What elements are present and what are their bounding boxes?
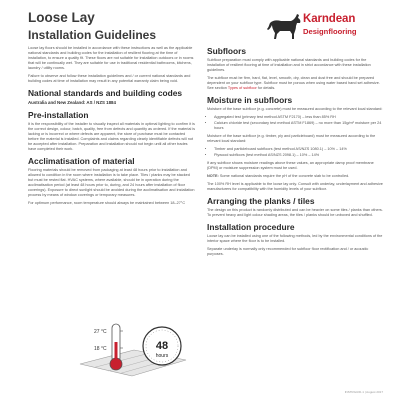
list-item: • Aggregated test (primary test method ASTM F2170) – less than 85% RH [214,115,383,120]
page-subtitle: Installation Guidelines [28,28,157,42]
temp-high-label: 27 °C [94,329,107,335]
preinstall-heading: Pre-installation [28,109,89,120]
procedure-paragraph-1: Loose lay can be installed using one of the following methods, led by the environmental conditions of the interior space where the floor is to be installed. [207,234,383,243]
moisture-list-concrete [207,115,383,131]
moisture-paragraph-4: The 100% RH level is applicable to the loose lay only. Consult with underlay, underlayment and adhesive manufacturers for compatibility with the humidity levels of your subfloor. [207,182,383,191]
subfloors-text-a: The subfloor must be firm, hard, flat, level, smooth, dry, clean and dust free and should be prepared dependent on your subfloor type. Subfloor must be porous when using water based hand set adhesive. See section [207,76,380,90]
subfloors-paragraph-1: Subfloor preparation must comply with applicable national standards and building codes for the installation of resilient flooring at time of installation and in strict accordance with these installation guidelines. [207,58,371,72]
brand-logo [266,11,384,43]
page-title: Loose Lay [28,10,95,25]
acclimatisation-text: Flooring materials should be removed from packaging at least 48 hours prior to installation and allowed to condition in the room where installation is to take place. Tiles / planks may be stacked but must be rested flat. HVAC systems, where available, should be in operation during the acclimatisation period (at least 48 hours prior to, during, and 24 hours after installation of floor coverings). Exposure to direct sunlight should be avoided during the acclimatisation and installation process by means of window coverings or temporary measures. [28,167,195,197]
arranging-heading: Arranging the planks / tiles [207,196,315,206]
subfloors-paragraph-2 [207,76,383,91]
thermometer-icon [110,324,123,370]
brand-sub: Designflooring [303,27,357,36]
note-label: NOTE: [207,174,219,178]
moisture-paragraph-1: Moisture of the base subfloor (e.g. concrete) must be measured according to the relevant local standard: [207,107,383,111]
subfloors-text-b: for details. [256,86,276,90]
footer-code: INSTRGUID-1 | August 2017 [344,390,383,394]
moisture-heading: Moisture in subfloors [207,95,293,105]
intro-paragraph-1: Loose lay floors should be installed in accordance with these instructions as well as the applicable national standards and building codes for the installation of resilient flooring at the time of installation, to ensure a quality fit. These floors are not suitable for installation outdoors or in rooms that will be continually wet. They are suitable for use in traditional residential bathrooms, kitchens, laundry / utility rooms. [28,46,194,70]
list-item: • Calcium chloride test (secondary test method ASTM F1869) – no more than 15g/m² moisture per 24 hours [214,121,383,131]
list-item: • Plywood subfloors (test method AS/NZS 2098.1) – 10% – 14% [214,153,383,158]
arranging-text: The design on this product is randomly distributed and can be heavier on some tiles / planks than others. To prevent heavy and light colour shading areas, the tiles / planks should be unboxed and shuffled. [207,208,383,217]
dog-logo-icon [266,11,302,41]
moisture-list-timber [207,147,383,158]
standards-text: Australia and New Zealand: AS / NZS 1884 [28,100,116,105]
intro-paragraph-2: Failure to observe and follow these installation guidelines and / or current national standards and building codes at time of installation may result in any potential warranty claim being void. [28,74,191,83]
right-column [207,46,383,260]
moisture-paragraph-2: Moisture of the base subfloor (e.g. timber, ply and particleboard) must be measured according to the relevant local standard: [207,134,376,143]
temperature-note: For optimum performance, room temperature should always be maintained between 18–27°C [28,200,186,205]
hours-value: 48 [155,340,169,352]
brand-name: Karndean [303,13,356,25]
preinstall-text: It is the responsibility of the installer to visually inspect all materials in optimal lighting to confirm it is the correct design, colour, batch, quality, free from defects and quantity as ordered. If the material is lacking or is incorrect or where defects are apparent, the store of purchase must be contacted before the material is installed. Complaints and claims regarding clearly identifiable defects will not be accepted after installation. Preparation and installation should not begin until all other trades have completed their work. [28,121,196,151]
acclimatisation-illustration [76,320,196,384]
procedure-paragraph-2: Separate underlay is normally only recommended for subfloor floor rectification and / or acoustic purposes. [207,247,369,256]
moisture-note-text: Some national standards require the pH of the concrete slab to be controlled. [218,174,350,178]
procedure-heading: Installation procedure [207,222,295,232]
subfloors-heading: Subfloors [207,46,247,56]
hours-label: hours [155,353,169,359]
left-column [28,46,196,209]
standards-heading: National standards and building codes [28,88,183,98]
moisture-paragraph-3: If any subfloor shows moisture readings above these values, an appropriate damp proof membrane (DPM) or moisture suppression system must be used. [207,161,374,170]
list-item: • Timber and particleboard subfloors (test method AS/NZS 1080.1) – 10% – 14% [214,147,383,152]
acclimatisation-heading: Acclimatisation of material [28,155,135,166]
types-of-subfloor-link[interactable]: Types of subfloor [227,86,257,90]
temp-low-label: 18 °C [94,346,107,352]
moisture-note [207,174,383,179]
